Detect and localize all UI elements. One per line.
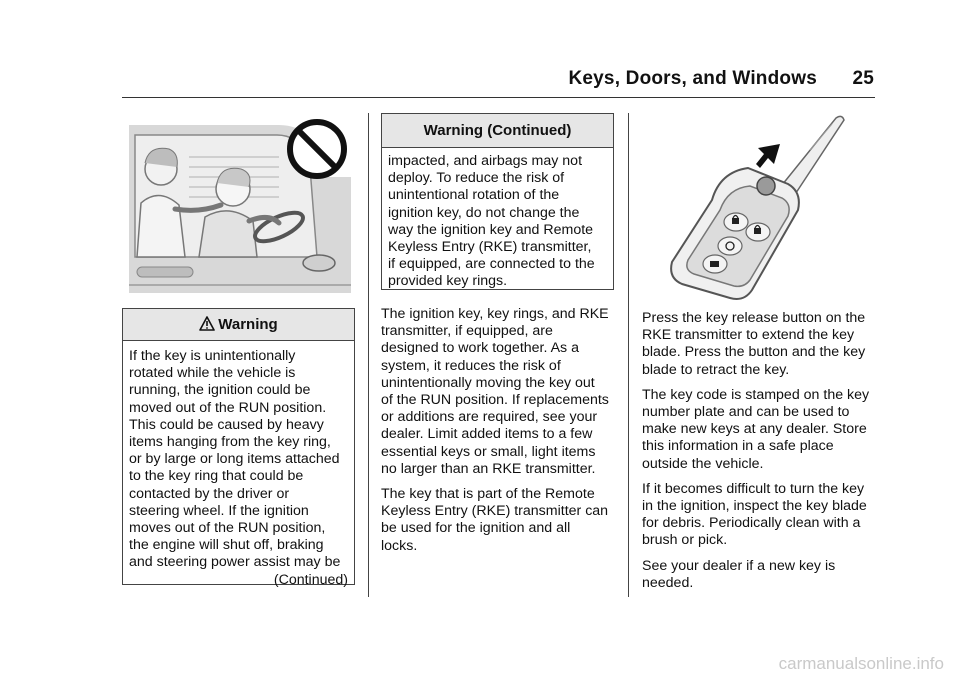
text-line: or additions are required, see your <box>381 409 598 426</box>
rke-key-fob-icon <box>671 116 844 299</box>
warning-triangle-icon <box>199 316 215 331</box>
right-text-column <box>642 310 882 600</box>
middle-text-column <box>381 306 621 563</box>
text-line: dealer. Limit added items to a few <box>381 426 593 443</box>
warning-line: steering wheel. If the ignition <box>129 502 309 519</box>
text-line: The ignition key, key rings, and RKE <box>381 306 609 322</box>
column-divider-right <box>628 113 629 597</box>
warning-line: unintentional rotation of the <box>388 187 560 204</box>
warning-line: ignition key, do not change the <box>388 204 580 221</box>
paragraph <box>381 306 621 478</box>
text-line: number plate and can be used to <box>642 404 850 421</box>
warning-title-bar <box>123 309 354 341</box>
warning-line: If the key is unintentionally <box>129 348 296 364</box>
text-line: essential keys or small, light items <box>381 443 596 460</box>
warning-line: way the ignition key and Remote <box>388 221 594 238</box>
page-number: 25 <box>852 68 874 89</box>
paragraph <box>642 387 882 473</box>
text-line: locks. <box>381 537 418 554</box>
text-line: designed to work together. As a <box>381 340 579 357</box>
text-line: unintentionally moving the key out <box>381 374 595 391</box>
continued-label: (Continued) <box>273 571 348 588</box>
header-rule <box>122 97 875 98</box>
warning-line: contacted by the driver or <box>129 485 290 502</box>
text-line: brush or pick. <box>642 532 728 549</box>
warning-title: Warning <box>218 316 278 333</box>
warning-line: moves out of the RUN position, <box>129 520 326 537</box>
warning-line: impacted, and airbags may not <box>388 153 583 169</box>
text-line: RKE transmitter to extend the key <box>642 327 855 344</box>
warning-line: moved out of the RUN position. <box>129 399 327 416</box>
text-line: this information in a safe place <box>642 438 834 455</box>
text-line: system, it reduces the risk of <box>381 357 561 374</box>
text-line: blade to retract the key. <box>642 361 790 378</box>
text-line: no larger than an RKE transmitter. <box>381 460 596 477</box>
text-line: Keyless Entry (RKE) transmitter can <box>381 503 609 520</box>
warning-line: if equipped, are connected to the <box>388 256 595 273</box>
column-divider-left <box>368 113 369 597</box>
section-title: Keys, Doors, and Windows <box>568 68 817 89</box>
warning-line: deploy. To reduce the risk of <box>388 170 565 187</box>
warning-continued-title: Warning (Continued) <box>423 122 572 139</box>
paragraph <box>642 481 882 550</box>
watermark: carmanualsonline.info <box>778 654 944 673</box>
text-line: be used for the ignition and all <box>381 520 571 537</box>
warning-line: rotated while the vehicle is <box>129 365 296 382</box>
text-line: make new keys at any dealer. Store <box>642 421 867 438</box>
no-symbol-icon <box>290 122 344 176</box>
warning-continued-box <box>381 113 614 290</box>
warning-line: This could be caused by heavy <box>129 416 324 433</box>
text-line: of the RUN position. If replacements <box>381 392 609 409</box>
warning-line: Keyless Entry (RKE) transmitter, <box>388 239 592 256</box>
paragraph <box>642 310 882 379</box>
text-line: The key that is part of the Remote <box>381 486 595 503</box>
child-driving-illustration <box>129 117 351 293</box>
text-line: in the ignition, inspect the key blade <box>642 498 867 515</box>
text-line: Press the key release button on the <box>642 310 866 326</box>
warning-line: to the key ring that could be <box>129 468 304 485</box>
text-line: for debris. Periodically clean with a <box>642 515 861 532</box>
text-line: needed. <box>642 574 694 591</box>
text-line: blade. Press the button and the key <box>642 344 866 361</box>
text-line: See your dealer if a new key is <box>642 557 836 574</box>
text-line: outside the vehicle. <box>642 455 764 472</box>
warning-line: running, the ignition could be <box>129 382 311 399</box>
warning-line: and steering power assist may be <box>129 554 341 571</box>
rke-key-fob-illustration <box>660 114 860 302</box>
warning-box <box>122 308 355 588</box>
text-line: If it becomes difficult to turn the key <box>642 480 865 497</box>
warning-line: or by large or long items attached <box>129 451 340 468</box>
warning-line: provided key rings. <box>388 273 508 290</box>
warning-line: the engine will shut off, braking <box>129 537 324 554</box>
warning-body <box>123 341 354 589</box>
paragraph <box>642 558 882 592</box>
warning-continued-title-bar <box>382 114 613 148</box>
text-line: The key code is stamped on the key <box>642 386 870 403</box>
warning-line: items hanging from the key ring, <box>129 434 331 451</box>
text-line: transmitter, if equipped, are <box>381 323 553 340</box>
warning-continued-body <box>382 148 613 291</box>
paragraph <box>381 486 621 555</box>
page-header <box>568 68 874 90</box>
